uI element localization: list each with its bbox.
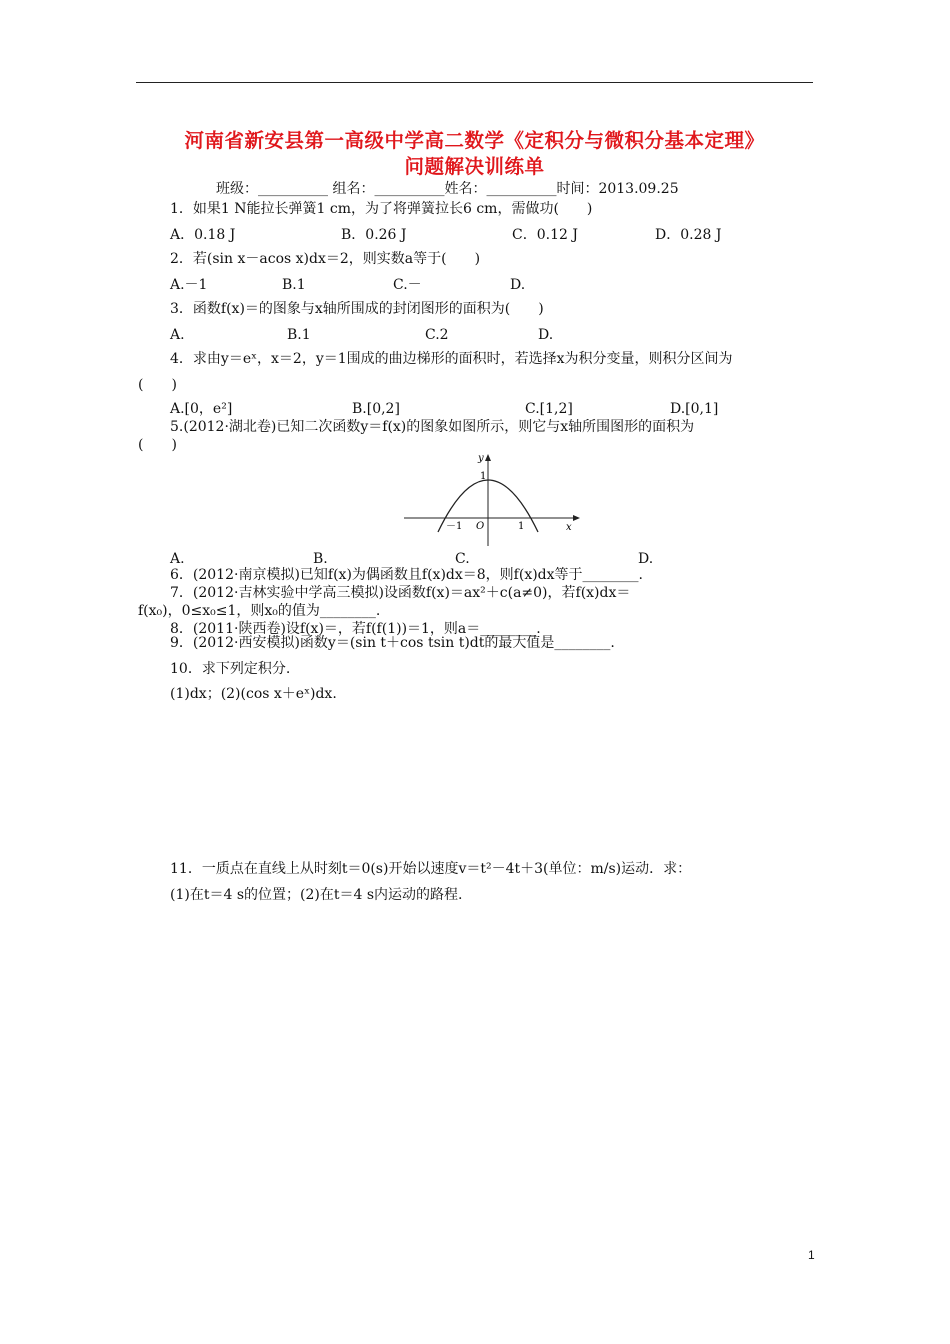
q3-option-d: D. <box>538 327 554 343</box>
q4-option-d: D.[0,1] <box>670 401 719 417</box>
q6-stem: 6．(2012·南京模拟)已知f(x)为偶函数且f(x)dx＝8，则f(x)dx等于________. <box>170 567 643 583</box>
q5-option-c: C. <box>455 551 470 567</box>
q11-stem: 11．一质点在直线上从时刻t＝0(s)开始以速度v＝t²－4t＋3(单位：m/s)运动．求： <box>170 861 692 877</box>
q7-stem-continued: f(x₀)，0≤x₀≤1，则x₀的值为________. <box>138 603 381 619</box>
graph-y-label: y <box>478 453 484 464</box>
q10-stem: 10．求下列定积分. <box>170 661 291 677</box>
graph-neg1-label: －1 <box>446 521 463 532</box>
graph-x-label: x <box>566 522 572 533</box>
q11-parts: (1)在t＝4 s的位置；(2)在t＝4 s内运动的路程. <box>170 887 463 903</box>
q8-stem: 8．(2011·陕西卷)设f(x)＝，若f(f(1))＝1，则a＝________. <box>170 621 541 637</box>
page-number: 1 <box>808 1248 815 1262</box>
q4-option-c: C.[1,2] <box>525 401 573 417</box>
graph-origin-label: O <box>476 521 485 532</box>
q5-option-d: D. <box>638 551 654 567</box>
q10-parts: (1)dx；(2)(cos x＋eˣ)dx. <box>170 686 337 702</box>
q3-stem: 3．函数f(x)＝的图象与x轴所围成的封闭图形的面积为( ) <box>170 301 544 317</box>
header-rule <box>136 82 813 83</box>
q2-option-a: A.－1 <box>170 277 208 293</box>
q1-option-a: A．0.18 J <box>170 227 236 243</box>
q1-stem: 1．如果1 N能拉长弹簧1 cm，为了将弹簧拉长6 cm，需做功( ) <box>170 201 593 217</box>
q4-stem: 4．求由y＝eˣ，x＝2，y＝1围成的曲边梯形的面积时，若选择x为积分变量，则积分区间为 <box>170 351 733 367</box>
q5-stem: 5.(2012·湖北卷)已知二次函数y＝f(x)的图象如图所示，则它与x轴所围图形的面积为 <box>170 419 695 435</box>
q5-paren: ( ) <box>138 437 177 453</box>
q1-option-d: D．0.28 J <box>655 227 722 243</box>
q4-option-a: A.[0，e²] <box>170 401 233 417</box>
doc-title-line1: 河南省新安县第一高级中学高二数学《定积分与微积分基本定理》 <box>184 129 765 152</box>
q1-option-b: B．0.26 J <box>341 227 407 243</box>
q5-option-a: A. <box>170 551 185 567</box>
q5-option-b: B. <box>313 551 328 567</box>
q3-option-c: C.2 <box>425 327 449 343</box>
q7-stem: 7．(2012·吉林实验中学高三模拟)设函数f(x)＝ax²＋c(a≠0)，若f(x)dx＝ <box>170 585 631 601</box>
parabola-graph <box>400 450 585 550</box>
q4-option-b: B.[0,2] <box>352 401 400 417</box>
q4-paren: ( ) <box>138 377 177 393</box>
doc-title-line2: 问题解决训练单 <box>404 155 545 178</box>
info-header: 班级：__________ 组名：__________姓名：__________时间：2013.09.25 <box>216 181 679 197</box>
q3-option-b: B.1 <box>287 327 311 343</box>
q1-option-c: C．0.12 J <box>512 227 578 243</box>
graph-1x-label: 1 <box>518 521 525 532</box>
q2-option-d: D. <box>510 277 526 293</box>
q9-stem: 9．(2012·西安模拟)函数y＝(sin t＋cos tsin t)dt的最大值是________. <box>170 635 615 651</box>
q2-option-c: C.－ <box>393 277 422 293</box>
q3-option-a: A. <box>170 327 185 343</box>
q2-option-b: B.1 <box>282 277 306 293</box>
q2-stem: 2．若(sin x－acos x)dx＝2，则实数a等于( ) <box>170 251 481 267</box>
graph-1y-label: 1 <box>480 471 487 482</box>
